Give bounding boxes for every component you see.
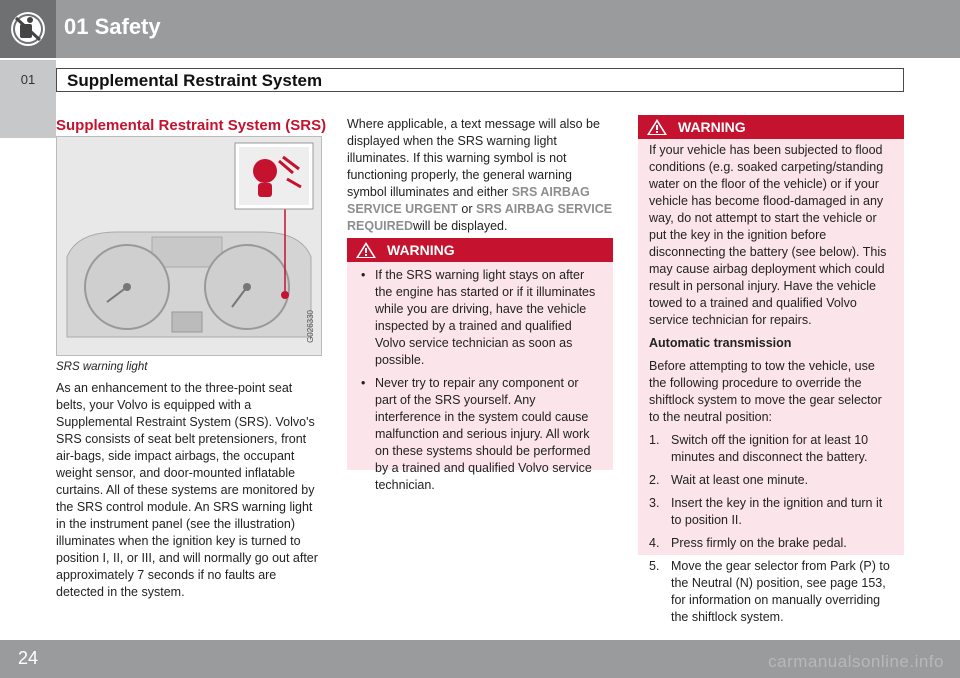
warning-list bbox=[347, 262, 613, 494]
middle-intro-text: Where applicable, a text message will also be displayed when the SRS warning light illuminates. If this warning symbol is not functioning properly, the general warning symbol illuminates and either bbox=[347, 117, 600, 199]
or-word: or bbox=[461, 202, 473, 216]
warning-triangle-icon bbox=[355, 241, 377, 259]
right-content bbox=[638, 139, 904, 626]
illustration-caption: SRS warning light bbox=[56, 361, 148, 373]
chapter-title: 01 Safety bbox=[64, 14, 161, 39]
illustration-code: G026330 bbox=[306, 310, 315, 343]
no-child-seat-icon bbox=[0, 0, 56, 58]
step-item: 4. Press firmly on the brake pedal. bbox=[649, 536, 847, 550]
step-item: 2. Wait at least one minute. bbox=[649, 473, 809, 487]
middle-tail-text: will be displayed. bbox=[412, 219, 508, 233]
transmission-subheading: Automatic transmission bbox=[649, 336, 792, 350]
warning-title: WARNING bbox=[387, 242, 455, 258]
section-title: Supplemental Restraint System bbox=[67, 71, 323, 90]
warning-item: • If the SRS warning light stays on after the engine has started or if it illuminates while you are driving, have the vehicle inspected by a trained and qualified Volvo service technician as soon as possible. bbox=[357, 267, 603, 369]
watermark: carmanualsonline.info bbox=[768, 652, 944, 671]
warning-header bbox=[638, 115, 904, 139]
warning-item: • Never try to repair any component or part of the SRS yourself. Any interference in the system could cause malfunction and serious injury. All work on these systems should be performed by a trained and qualified Volvo service technician. bbox=[357, 375, 603, 494]
step-item: 1. Switch off the ignition for at least 10 minutes and disconnect the battery. bbox=[649, 433, 869, 464]
side-tab-number: 01 bbox=[20, 72, 36, 87]
left-body-text: As an enhancement to the three-point seat belts, your Volvo is equipped with a Supplemental Restraint System (SRS). Volvo's SRS consists of seat belt pretensioners, front air-bags, side impact airbags, the occupant weight sensor, and door-mounted inflatable curtains. All of these systems are monitored by the SRS control module. An SRS warning light in the instrument panel (see the illustration) illuminates when the ignition key is turned to position I, II, or III, and will normally go out after approximately 7 seconds if no faults are detected in the system. bbox=[56, 381, 318, 599]
flood-warning-text: If your vehicle has been subjected to flood conditions (e.g. soaked carpeting/standing water on the floor of the vehicle) or if your vehicle has become flood-damaged in any way, do not attempt to start the vehicle or put the key in the ignition before disconnecting the battery (see below). This may cause airbag deployment which could result in personal injury. Have the vehicle towed to a trained and qualified Volvo service technician for repairs. bbox=[649, 143, 887, 327]
tow-intro-text: Before attempting to tow the vehicle, use the following procedure to override the shiftlock system to move the gear selector to the neutral position: bbox=[649, 359, 882, 424]
message-required: SRS AIRBAG SERVICE REQUIRED bbox=[347, 202, 613, 233]
instrument-panel-illustration bbox=[56, 136, 322, 356]
step-item: 5. Move the gear selector from Park (P) to the Neutral (N) position, see page 153, for information on manually overriding the shiftlock system. bbox=[649, 559, 890, 624]
srs-warning-box bbox=[347, 238, 613, 492]
page-number: 24 bbox=[17, 648, 39, 668]
flood-warning-box bbox=[638, 115, 904, 624]
warning-title: WARNING bbox=[678, 119, 746, 135]
warning-header bbox=[347, 238, 613, 262]
section-header bbox=[56, 68, 904, 92]
middle-intro bbox=[347, 116, 613, 235]
warning-triangle-icon bbox=[646, 118, 668, 136]
message-urgent: SRS AIRBAG SERVICE URGENT bbox=[347, 185, 590, 216]
step-item: 3. Insert the key in the ignition and turn it to position II. bbox=[649, 496, 883, 527]
left-heading: Supplemental Restraint System (SRS) bbox=[56, 117, 327, 134]
